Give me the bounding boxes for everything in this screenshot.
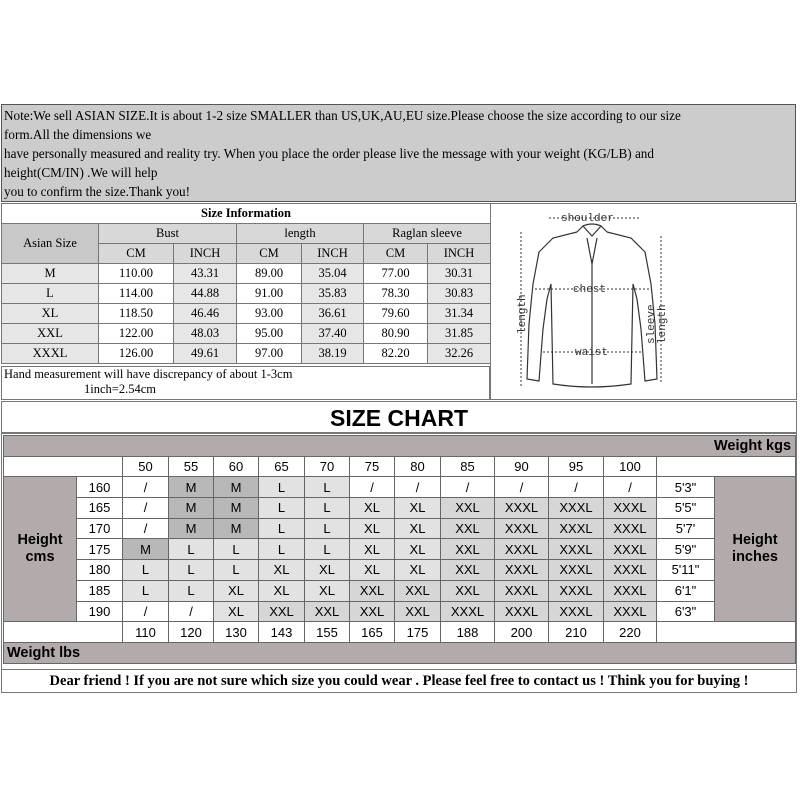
size-info-value: 35.04	[302, 264, 364, 284]
size-info-value: 49.61	[174, 344, 237, 364]
size-info-value: 31.85	[428, 324, 491, 344]
weight-lbs-value: 175	[395, 622, 441, 643]
size-cell: XL	[214, 601, 259, 622]
size-cell: L	[259, 498, 305, 519]
size-cell: M	[169, 477, 214, 498]
size-cell: L	[259, 518, 305, 539]
size-cell: /	[123, 518, 169, 539]
size-cell: XXL	[350, 601, 395, 622]
height-inch-value: 5'7'	[657, 518, 715, 539]
size-cell: /	[441, 477, 495, 498]
size-info-value: 30.83	[428, 284, 491, 304]
weight-kg-value: 50	[123, 456, 169, 477]
size-info-value: 46.46	[174, 304, 237, 324]
size-cell: M	[169, 518, 214, 539]
height-cm-value: 170	[77, 518, 123, 539]
contact-footer: Dear friend ! If you are not sure which size you could wear . Please feel free to contact us ! Think you for buying !	[1, 669, 797, 693]
size-info-value: 48.03	[174, 324, 237, 344]
size-cell: XXXL	[549, 498, 604, 519]
size-chart-row	[4, 498, 796, 519]
size-info-value: 95.00	[237, 324, 302, 344]
size-info-value: 79.60	[364, 304, 428, 324]
size-cell: XXXL	[604, 518, 657, 539]
note-line: you to confirm the size.Thank you!	[4, 184, 191, 199]
size-info-value: 30.31	[428, 264, 491, 284]
size-cell: XXL	[441, 560, 495, 581]
size-note	[1, 104, 796, 202]
size-cell: XL	[214, 580, 259, 601]
size-cell: XXXL	[495, 560, 549, 581]
height-inches-label	[715, 477, 796, 622]
bust-header: Bust	[99, 224, 237, 244]
note-line: have personally measured and reality try. When you place the order please live the message with your weight (KG/LB) and	[4, 146, 654, 161]
note-line: height(CM/IN) .We will help	[4, 165, 158, 180]
size-cell: L	[123, 560, 169, 581]
size-info-value: 36.61	[302, 304, 364, 324]
size-cell: XXXL	[604, 580, 657, 601]
size-cell: XXXL	[549, 539, 604, 560]
size-cell: /	[123, 601, 169, 622]
height-cm-value: 160	[77, 477, 123, 498]
weight-kgs-header: Weight kgs	[4, 436, 796, 457]
size-cell: XXXL	[604, 601, 657, 622]
weight-kg-value: 65	[259, 456, 305, 477]
size-cell: L	[259, 539, 305, 560]
size-cell: XXL	[395, 580, 441, 601]
sleeve-length-label: length	[657, 304, 669, 344]
size-chart-row	[4, 580, 796, 601]
size-cell: XXXL	[549, 560, 604, 581]
weight-kg-value: 100	[604, 456, 657, 477]
size-info-value: 35.83	[302, 284, 364, 304]
size-cell: XL	[350, 539, 395, 560]
shoulder-label: shoulder	[561, 213, 614, 225]
size-cell: XXXL	[495, 498, 549, 519]
size-information-table	[1, 203, 491, 364]
size-info-size: XXXL	[2, 344, 99, 364]
unit-header: CM	[99, 244, 174, 264]
weight-lbs-value: 130	[214, 622, 259, 643]
size-cell: /	[395, 477, 441, 498]
height-inch-value: 5'3"	[657, 477, 715, 498]
weight-lbs-value: 210	[549, 622, 604, 643]
unit-header: CM	[237, 244, 302, 264]
size-info-value: 97.00	[237, 344, 302, 364]
sleeve-label: sleeve	[646, 304, 658, 344]
unit-header: INCH	[302, 244, 364, 264]
size-cell: M	[214, 477, 259, 498]
size-info-title: Size Information	[2, 204, 491, 224]
weight-kg-value: 75	[350, 456, 395, 477]
size-info-size: L	[2, 284, 99, 304]
size-cell: L	[123, 580, 169, 601]
size-cell: XXL	[259, 601, 305, 622]
size-info-value: 44.88	[174, 284, 237, 304]
weight-kg-value: 90	[495, 456, 549, 477]
size-chart-row	[4, 560, 796, 581]
size-cell: L	[305, 477, 350, 498]
size-info-value: 32.26	[428, 344, 491, 364]
size-cell: L	[214, 560, 259, 581]
size-cell: XL	[305, 580, 350, 601]
weight-kg-value: 80	[395, 456, 441, 477]
size-chart-table	[3, 435, 796, 664]
size-cell: XXL	[395, 601, 441, 622]
shirt-diagram-svg	[491, 204, 796, 399]
asian-size-header: Asian Size	[2, 224, 99, 264]
size-cell: L	[214, 539, 259, 560]
measurement-note-line: Hand measurement will have discrepancy of about 1-3cm	[4, 367, 293, 381]
size-cell: XL	[395, 560, 441, 581]
weight-lbs-value: 110	[123, 622, 169, 643]
size-cell: L	[305, 539, 350, 560]
size-info-row	[2, 264, 491, 284]
weight-kg-value: 70	[305, 456, 350, 477]
raglan-sleeve-header: Raglan sleeve	[364, 224, 491, 244]
size-cell: L	[169, 580, 214, 601]
size-cell: XL	[259, 580, 305, 601]
size-info-value: 78.30	[364, 284, 428, 304]
size-chart-row	[4, 477, 796, 498]
size-info-value: 89.00	[237, 264, 302, 284]
weight-kg-value: 95	[549, 456, 604, 477]
weight-lbs-value: 143	[259, 622, 305, 643]
height-inch-value: 6'1"	[657, 580, 715, 601]
size-info-value: 38.19	[302, 344, 364, 364]
unit-header: CM	[364, 244, 428, 264]
height-inches-text: inches	[732, 549, 778, 566]
height-cm-value: 185	[77, 580, 123, 601]
size-cell: L	[169, 539, 214, 560]
size-info-row	[2, 344, 491, 364]
waist-label: waist	[575, 347, 609, 359]
weight-lbs-value: 165	[350, 622, 395, 643]
size-cell: M	[169, 498, 214, 519]
length-header: length	[237, 224, 364, 244]
size-cell: XXXL	[495, 539, 549, 560]
height-cm-value: 180	[77, 560, 123, 581]
size-cell: XXXL	[495, 601, 549, 622]
shirt-measurement-diagram	[490, 203, 797, 400]
size-cell: /	[123, 498, 169, 519]
weight-lbs-value: 155	[305, 622, 350, 643]
size-cell: XXXL	[549, 580, 604, 601]
size-info-row	[2, 324, 491, 344]
size-info-value: 82.20	[364, 344, 428, 364]
size-cell: XL	[350, 518, 395, 539]
size-cell: XXL	[441, 518, 495, 539]
size-cell: L	[169, 560, 214, 581]
weight-lbs-value: 200	[495, 622, 549, 643]
height-inches-text: Height	[732, 532, 778, 549]
size-cell: XXL	[350, 580, 395, 601]
size-cell: XL	[259, 560, 305, 581]
size-cell: XL	[305, 560, 350, 581]
size-cell: XL	[350, 498, 395, 519]
size-cell: XXL	[305, 601, 350, 622]
size-info-size: XXL	[2, 324, 99, 344]
size-cell: XL	[395, 518, 441, 539]
size-chart-row	[4, 601, 796, 622]
size-info-value: 43.31	[174, 264, 237, 284]
chart-spacer	[4, 622, 123, 643]
size-chart-row	[4, 518, 796, 539]
size-cell: /	[549, 477, 604, 498]
size-info-size: XL	[2, 304, 99, 324]
size-chart-title: SIZE CHART	[1, 401, 797, 433]
size-cell: M	[214, 498, 259, 519]
unit-header: INCH	[428, 244, 491, 264]
height-cms-text: cms	[25, 549, 55, 566]
size-cell: XXXL	[604, 498, 657, 519]
size-info-value: 114.00	[99, 284, 174, 304]
size-chart-row	[4, 539, 796, 560]
height-inch-value: 5'9"	[657, 539, 715, 560]
size-info-row	[2, 284, 491, 304]
size-info-value: 110.00	[99, 264, 174, 284]
size-cell: M	[214, 518, 259, 539]
chart-spacer	[657, 456, 796, 477]
chart-spacer	[657, 622, 796, 643]
size-info-value: 31.34	[428, 304, 491, 324]
size-info-value: 93.00	[237, 304, 302, 324]
size-cell: /	[169, 601, 214, 622]
note-line: Note:We sell ASIAN SIZE.It is about 1-2 size SMALLER than US,UK,AU,EU size.Please choose the size according to our size	[4, 108, 681, 123]
weight-kg-value: 55	[169, 456, 214, 477]
height-cm-value: 175	[77, 539, 123, 560]
height-cms-label	[4, 477, 77, 622]
weight-lbs-header: Weight lbs	[4, 642, 796, 663]
size-info-value: 91.00	[237, 284, 302, 304]
weight-lbs-value: 120	[169, 622, 214, 643]
size-info-row	[2, 304, 491, 324]
size-info-value: 37.40	[302, 324, 364, 344]
size-cell: XL	[350, 560, 395, 581]
weight-kg-value: 85	[441, 456, 495, 477]
height-cm-value: 190	[77, 601, 123, 622]
size-cell: XXXL	[604, 560, 657, 581]
chest-label: chest	[573, 284, 607, 296]
size-info-size: M	[2, 264, 99, 284]
size-cell: XXXL	[549, 518, 604, 539]
weight-lbs-value: 220	[604, 622, 657, 643]
size-cell: L	[259, 477, 305, 498]
size-cell: M	[123, 539, 169, 560]
weight-kg-value: 60	[214, 456, 259, 477]
height-inch-value: 5'11"	[657, 560, 715, 581]
size-info-value: 77.00	[364, 264, 428, 284]
size-cell: XXL	[441, 498, 495, 519]
size-cell: /	[350, 477, 395, 498]
shirt-outline-icon	[527, 224, 657, 387]
size-cell: L	[305, 498, 350, 519]
size-info-value: 80.90	[364, 324, 428, 344]
chart-spacer	[4, 456, 123, 477]
inch-conversion-line: 1inch=2.54cm	[84, 382, 156, 396]
size-cell: XL	[395, 498, 441, 519]
height-cms-text: Height	[17, 532, 63, 549]
size-cell: XXXL	[495, 580, 549, 601]
size-cell: /	[604, 477, 657, 498]
size-cell: /	[123, 477, 169, 498]
size-cell: XXXL	[441, 601, 495, 622]
size-cell: /	[495, 477, 549, 498]
size-info-value: 122.00	[99, 324, 174, 344]
height-inch-value: 6'3"	[657, 601, 715, 622]
unit-header: INCH	[174, 244, 237, 264]
size-info-value: 126.00	[99, 344, 174, 364]
length-label: length	[517, 294, 529, 334]
size-cell: XXXL	[604, 539, 657, 560]
measurement-note	[1, 366, 490, 400]
size-cell: L	[305, 518, 350, 539]
weight-lbs-value: 188	[441, 622, 495, 643]
height-inch-value: 5'5"	[657, 498, 715, 519]
size-cell: XL	[395, 539, 441, 560]
size-cell: XXL	[441, 580, 495, 601]
size-info-value: 118.50	[99, 304, 174, 324]
size-cell: XXXL	[495, 518, 549, 539]
size-cell: XXXL	[549, 601, 604, 622]
size-cell: XXL	[441, 539, 495, 560]
note-line: form.All the dimensions we	[4, 127, 152, 142]
height-cm-value: 165	[77, 498, 123, 519]
